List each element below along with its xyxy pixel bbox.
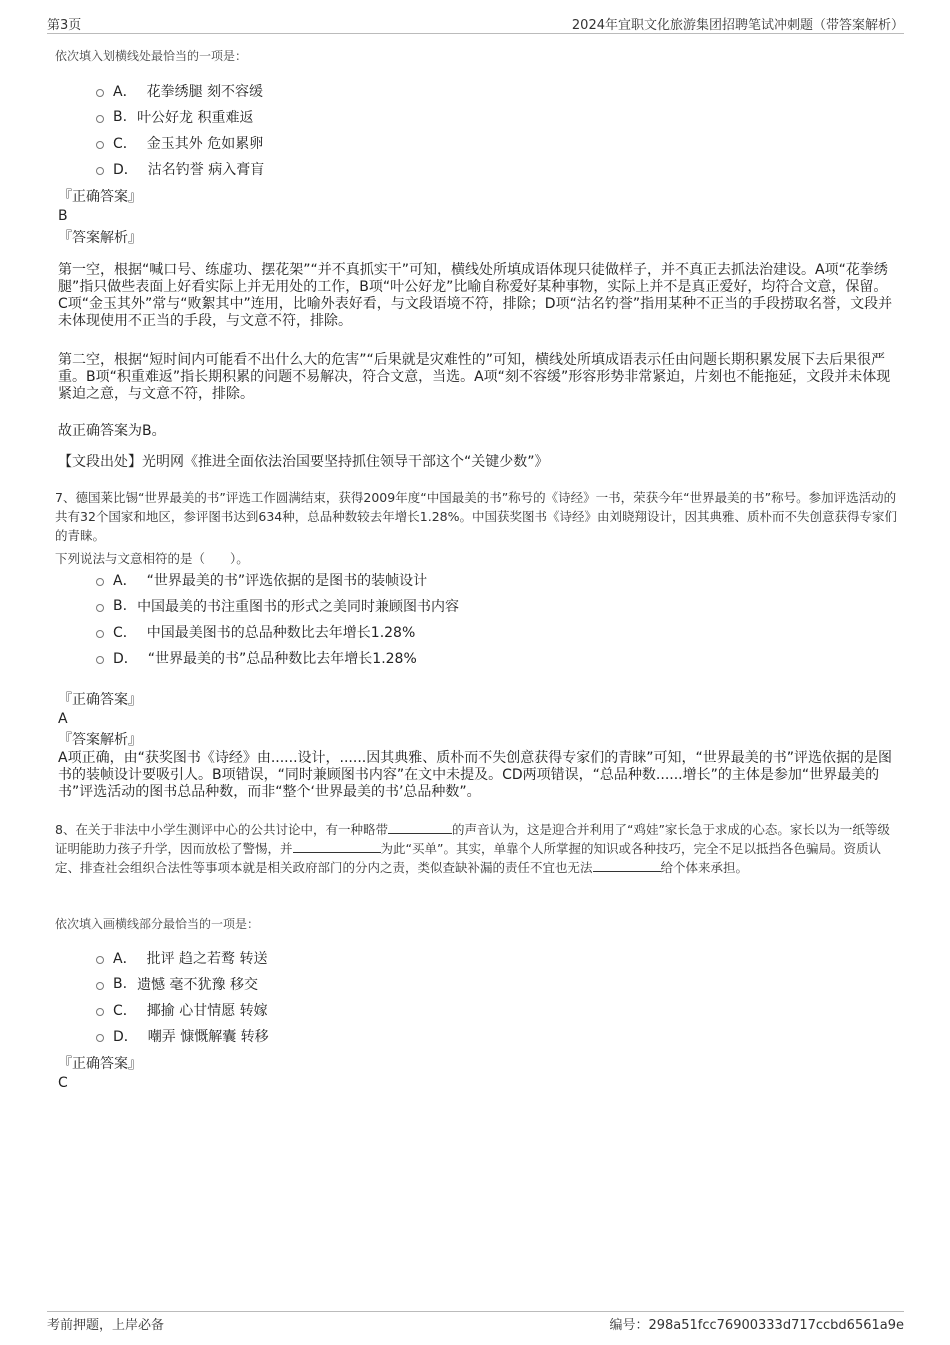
q6-analysis-label: 『答案解析』 bbox=[58, 230, 142, 246]
radio-icon[interactable] bbox=[96, 1034, 104, 1042]
q6-option-c[interactable]: C． 金玉其外 危如累卵 bbox=[96, 131, 264, 155]
document-id: 编号：298a51fcc76900333d717ccbd6561a9e bbox=[609, 1318, 904, 1333]
q6-options bbox=[96, 79, 264, 181]
radio-icon[interactable] bbox=[96, 578, 104, 586]
radio-icon[interactable] bbox=[96, 141, 104, 149]
page-number: 第3页 bbox=[47, 18, 82, 33]
footer-rule bbox=[47, 1311, 904, 1312]
q7-option-b[interactable]: B. 中国最美的书注重图书的形式之美同时兼顾图书内容 bbox=[96, 594, 459, 618]
radio-icon[interactable] bbox=[96, 604, 104, 612]
footer-slogan: 考前押题，上岸必备 bbox=[47, 1318, 165, 1333]
radio-icon[interactable] bbox=[96, 656, 104, 664]
q7-option-d[interactable]: D． “世界最美的书”总品种数比去年增长1.28% bbox=[96, 646, 459, 670]
q7-text: 7、德国莱比锡“世界最美的书”评选工作圆满结束，获得2009年度“中国最美的书”称号的《诗经》一书，荣获今年“世界最美的书”称号。参加评选活动的共有32个国家和地区，参评图书达到634种，总品种数较去年增长1.28%。中国获奖图书《诗经》由刘晓翔设计，因其典雅、质朴而不失创意获得专家们的青睐。 bbox=[55, 490, 897, 543]
header-rule bbox=[47, 33, 904, 34]
radio-icon[interactable] bbox=[96, 630, 104, 638]
radio-icon[interactable] bbox=[96, 89, 104, 97]
q7-analysis: A项正确，由“获奖图书《诗经》由......设计，......因其典雅、质朴而不失创意获得专家们的青睐”可知，“世界最美的书”评选依据的是图书的装帧设计要吸引人。B项错误，“同时兼顾图书内容”在文中未提及。CD两项错误，“总品种数......增长”的主体是参加“世界最美的书”评选活动的图书总品种数，而非“整个‘世界最美的书’总品种数”。 bbox=[58, 750, 892, 800]
q8-answer-label: 『正确答案』 bbox=[58, 1056, 142, 1072]
q7-options bbox=[96, 568, 459, 670]
q8-option-b[interactable]: B. 遗憾 毫不犹豫 移交 bbox=[96, 972, 269, 996]
q6-intro: 依次填入划横线处最恰当的一项是： bbox=[55, 49, 248, 63]
q8-answer: C bbox=[58, 1075, 68, 1091]
q7-answer: A bbox=[58, 711, 68, 727]
q7-prompt: 下列说法与文意相符的是（ ）。 bbox=[55, 551, 249, 566]
document-title: 2024年宜职文化旅游集团招聘笔试冲刺题（带答案解析） bbox=[571, 18, 904, 33]
q6-answer-label: 『正确答案』 bbox=[58, 189, 142, 205]
radio-icon[interactable] bbox=[96, 115, 104, 123]
q7-answer-label: 『正确答案』 bbox=[58, 692, 142, 708]
q7-analysis-label: 『答案解析』 bbox=[58, 732, 142, 748]
radio-icon[interactable] bbox=[96, 982, 104, 990]
q8-intro: 依次填入画横线部分最恰当的一项是： bbox=[55, 917, 260, 931]
q6-analysis-2: 第二空，根据“短时间内可能看不出什么大的危害”“后果就是灾难性的”可知，横线处所填成语表示任由问题长期积累发展下去后果很严重。B项“积重难返”指长期积累的问题不易解决，符合文意，当选。A项“刻不容缓”形容形势非常紧迫，片刻也不能拖延，文段并未体现紧迫之意，与文意不符，排除。 bbox=[58, 352, 891, 402]
q8-text: 8、在关于非法中小学生测评中心的公共讨论中，有一种略带 的声音认为，这是迎合并利用了“鸡娃”家长急于求成的心态。家长以为一纸等级证明能助力孩子升学，因而放松了警惕，并 为此“买单”。其实，单靠个人所掌握的知识或各种技巧，完全不足以抵挡各色骗局。资质认定、排查社会组织合法性等事项本就是相关政府部门的分内之责，类似查缺补漏的责任不宜也无法 给个体来承担。 bbox=[55, 822, 890, 875]
q6-source: 【文段出处】光明网《推进全面依法治国要坚持抓住领导干部这个“关键少数”》 bbox=[58, 454, 549, 470]
q6-answer: B bbox=[58, 208, 68, 224]
q6-option-b[interactable]: B. 叶公好龙 积重难返 bbox=[96, 105, 264, 129]
radio-icon[interactable] bbox=[96, 167, 104, 175]
radio-icon[interactable] bbox=[96, 1008, 104, 1016]
q7-option-c[interactable]: C． 中国最美图书的总品种数比去年增长1.28% bbox=[96, 620, 459, 644]
q6-option-d[interactable]: D． 沽名钓誉 病入膏肓 bbox=[96, 157, 264, 181]
q6-conclusion: 故正确答案为B。 bbox=[58, 423, 166, 439]
q8-option-c[interactable]: C． 揶揄 心甘情愿 转嫁 bbox=[96, 998, 269, 1022]
q8-options bbox=[96, 946, 269, 1048]
q6-analysis-1: 第一空，根据“喊口号、练虚功、摆花架”“并不真抓实干”可知，横线处所填成语体现只徒做样子，并不真正去抓法治建设。A项“花拳绣腿”指只做些表面上好看实际上并无用处的工作，B项“叶公好龙”比喻自称爱好某种事物，实际上并不是真正爱好，均符合文意，保留。C项“金玉其外”常与“败絮其中”连用，比喻外表好看，与文段语境不符，排除；D项“沽名钓誉”指用某种不正当的手段捞取名誉，文段并未体现使用不正当的手段，与文意不符，排除。 bbox=[58, 262, 893, 329]
blank-1 bbox=[388, 821, 452, 834]
q6-option-a[interactable]: A． 花拳绣腿 刻不容缓 bbox=[96, 79, 264, 103]
blank-2 bbox=[293, 840, 381, 853]
blank-3 bbox=[593, 859, 661, 872]
q8-option-a[interactable]: A． 批评 趋之若鹜 转送 bbox=[96, 946, 269, 970]
radio-icon[interactable] bbox=[96, 956, 104, 964]
q8-option-d[interactable]: D． 嘲弄 慷慨解囊 转移 bbox=[96, 1024, 269, 1048]
q7-option-a[interactable]: A． “世界最美的书”评选依据的是图书的装帧设计 bbox=[96, 568, 459, 592]
